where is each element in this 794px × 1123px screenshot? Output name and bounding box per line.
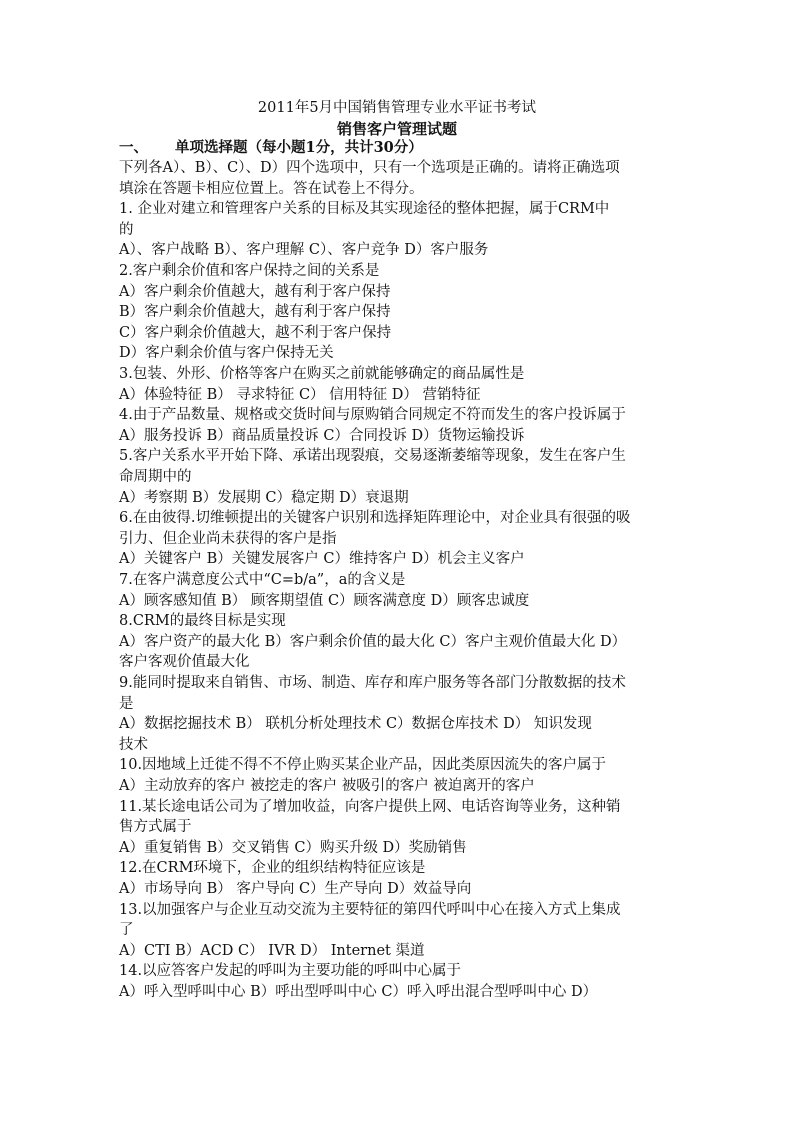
text-line: 引力、但企业尚未获得的客户是指 xyxy=(119,530,337,547)
text-line: 3.包装、外形、价格等客户在购买之前就能够确定的商品属性是 xyxy=(119,366,525,382)
text-line: A）客户资产的最大化 B）客户剩余价值的最大化 C）客户主观价值最大化 D） xyxy=(119,633,627,650)
text-line: 13.以加强客户与企业互动交流为主要特征的第四代呼叫中心在接入方式上集成 xyxy=(119,901,621,918)
exam-subtitle: 销售客户管理试题 xyxy=(336,120,457,138)
text-line: 了 xyxy=(119,922,134,939)
text-line: 2.客户剩余价值和客户保持之间的关系是 xyxy=(119,263,380,279)
text-line: A）体验特征 B） 寻求特征 C） 信用特征 D） 营销特征 xyxy=(119,386,481,403)
text-line: 14.以应答客户发起的呼叫为主要功能的呼叫中心属于 xyxy=(119,963,462,980)
text-line: 客户客观价值最大化 xyxy=(119,654,250,671)
text-line: A）服务投诉 B）商品质量投诉 C）合同投诉 D）货物运输投诉 xyxy=(119,427,525,444)
text-line: A）客户剩余价值越大，越有利于客户保持 xyxy=(119,283,391,300)
text-line: A）考察期 B）发展期 C）稳定期 D）衰退期 xyxy=(119,489,409,506)
text-line: 7.在客户满意度公式中“C=b/a”，a的含义是 xyxy=(119,572,406,588)
text-line: 10.因地域上迁徙不得不不停止购买某企业产品，因此类原因流失的客户属于 xyxy=(119,757,607,774)
text-line: A）市场导向 B） 客户导向 C）生产导向 D）效益导向 xyxy=(119,881,472,897)
text-line: A）、客户战略 B）、客户理解 C）、客户竞争 D）客户服务 xyxy=(119,242,489,259)
text-line: 下列各A）、B）、C）、D）四个选项中，只有一个选项是正确的。请将正确选项 xyxy=(119,160,620,176)
section-heading xyxy=(119,138,679,158)
text-line: 4.由于产品数量、规格或交货时间与原购销合同规定不符而发生的客户投诉属于 xyxy=(119,407,626,424)
text-line: A）关键客户 B）关键发展客户 C）维持客户 D）机会主义客户 xyxy=(119,551,525,568)
text-line: C）客户剩余价值越大，越不利于客户保持 xyxy=(119,324,392,341)
text-line: 11.某长途电话公司为了增加收益，向客户提供上网、电话咨询等业务，这种销 xyxy=(119,798,621,815)
text-line: A）重复销售 B）交叉销售 C）购买升级 D）奖励销售 xyxy=(119,839,467,856)
text-line: 的 xyxy=(119,221,134,238)
text-line: 1. 企业对建立和管理客户关系的目标及其实现途径的整体把握，属于CRM中 xyxy=(119,201,610,218)
text-line: 填涂在答题卡相应位置上。答在试卷上不得分。 xyxy=(119,180,424,197)
text-line: 命周期中的 xyxy=(119,469,192,485)
text-line: A）主动放弃的客户 被挖走的客户 被吸引的客户 被迫离开的客户 xyxy=(119,778,535,794)
text-line: D）客户剩余价值与客户保持无关 xyxy=(119,345,334,362)
text-line: B）客户剩余价值越大，越有利于客户保持 xyxy=(119,304,391,321)
text-line: 6.在由彼得.切维顿提出的关键客户识别和选择矩阵理论中，对企业具有很强的吸 xyxy=(119,510,631,527)
text-line: A）呼入型呼叫中心 B）呼出型呼叫中心 C）呼入呼出混合型呼叫中心 D） xyxy=(119,984,598,1000)
text-line: 9.能同时提取来自销售、市场、制造、库存和库户服务等各部门分散数据的技术 xyxy=(119,675,626,691)
text-line: 8.CRM的最终目标是实现 xyxy=(119,613,286,630)
text-line: 5.客户关系水平开始下降、承诺出现裂痕，交易逐渐萎缩等现象，发生在客户生 xyxy=(119,448,626,465)
text-line: A）CTI B）ACD C） IVR D） Internet 渠道 xyxy=(119,942,425,959)
exam-title: 2011年5月中国销售管理专业水平证书考试 xyxy=(257,100,537,116)
text-line: 技术 xyxy=(119,736,148,753)
text-line: 是 xyxy=(119,695,134,712)
section-number: 一、 xyxy=(119,139,148,156)
text-line: A）顾客感知值 B） 顾客期望值 C）顾客满意度 D）顾客忠诚度 xyxy=(119,592,530,609)
text-line: 售方式属于 xyxy=(119,819,192,836)
section-title: 单项选择题（每小题1分，共计30分） xyxy=(175,139,423,156)
text-line: A）数据挖掘技术 B） 联机分析处理技术 C）数据仓库技术 D） 知识发现 xyxy=(119,716,592,733)
text-line: 12.在CRM环境下，企业的组织结构特征应该是 xyxy=(119,860,426,877)
